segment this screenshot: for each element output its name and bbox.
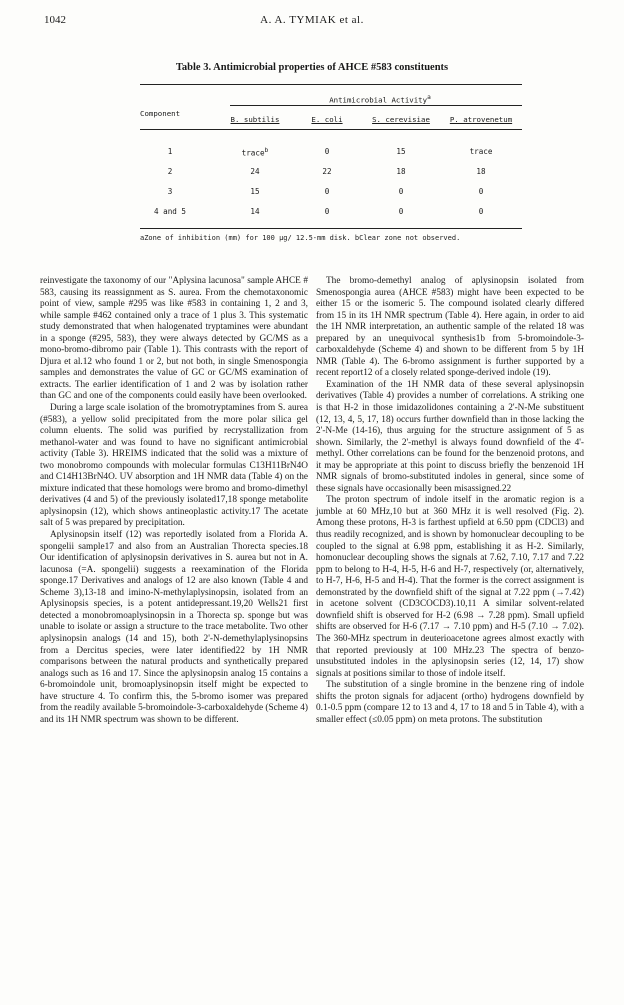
table-footnote: aZone of inhibition (mm) for 100 µg/ 12.5-mm disk. bClear zone not observed. [140, 234, 461, 242]
component-cell: 3 [167, 187, 173, 196]
component-cell: 1 [167, 147, 173, 156]
right-column [316, 276, 584, 726]
value-cell: 0 [398, 187, 404, 196]
value-cell: 14 [250, 207, 260, 216]
paragraph: During a large scale isolation of the bromotryptamines from S. aurea (#583), a yellow solid precipitated from the more polar silica gel column eluents. The solid was purified by recrystallization from methanol-water and was found to have no significant antimicrobial activity (Table 3). HREIMS indicated that the solid was a mixture of two monobromo compounds with molecular formulas C13H11BrN4O and C14H13BrN4O. UV absorption and 1H NMR data (Table 4) on the mixture indicated that these homologs were bromo and bromo-dimethyl derivatives (4 and 5) of the previously isolated17,18 sponge metabolite aplysinopsin (12), which shows antineoplastic activity.17 The acetate salt of 5 was prepared by precipitation. [40, 403, 308, 529]
value-cell: 0 [478, 207, 484, 216]
value-cell [220, 147, 290, 158]
component-cell: 2 [167, 167, 173, 176]
value-cell: 0 [398, 207, 404, 216]
table-row [140, 202, 522, 222]
paragraph: Aplysinopsin itself (12) was reportedly isolated from a Florida A. spongelii sample17 and also from an Australian Thorecta species.18 Our identification of aplysinopsin derivatives in S. aurea but not in A. lacunosa (=A. spongelii) suggests a reexamination of the Florida sponge.17 Derivatives and analogs of 12 are also known (Table 4 and Scheme 3),13-18 and imino-N-methylaplysinopsin, isolated from an Aplysinopsis species, is a potent antidepressant.19,20 Wells21 first detected a monobromoaplysinopsin in a Thorecta sp. sponge but was unable to isolate or assign a structure to the trace metabolite. Two other aplysinopsin analogs (14 and 15), both 2'-N-demethylaplysinopsins from a Dercitus species, were later identified22 by 1H NMR comparisons between the natural products and synthetically prepared analogs such as 16 and 17. Since the aplysinopsin analog 15 contains a 6-bromoindole unit, bromoaplysinopsin itself might be expected to have structure 4. To confirm this, the 5-bromo isomer was prepared from the readily available 5-bromoindole-3-carboxaldehyde (Scheme 4) and its 1H NMR spectrum was shown to be different. [40, 530, 308, 725]
antimicrobial-table [140, 84, 522, 229]
paragraph: Examination of the 1H NMR data of these several aplysinopsin derivatives (Table 4) provides a number of correlations. A striking one is that H-2 in those imidazolidones containing a 2'-N-Me substituent (12, 13, 4, 5, 17, 18) occurs further downfield than in those lacking the 2'-N-Me (14-16), thus arguing for the structure assignment of 5 as shown. Similarly, the 2'-methyl is always found downfield of the 4'-methyl. Other correlations can be found for the benzenoid protons, and it may be appropriate at this point to discuss briefly the benzenoid 1H NMR signals of bromo-substituted indoles in general, since some of these signals have occasionally been misassigned.22 [316, 379, 584, 494]
paragraph: The bromo-demethyl analog of aplysinopsin isolated from Smenospongia aurea (AHCE #583) might have been expected to be either 15 or the isomeric 5. The compound isolated clearly differed from 15 in its 1H NMR spectrum (Table 4). Here again, in order to aid the 1H NMR interpretation, an authentic sample of the related 18 was prepared by an unequivocal synthesis1b from 5-bromoindole-3-carboxaldehyde (Scheme 4) and shown to be different from 5 by 1H NMR (Table 4). The 6-bromo assignment is further supported by a recent report12 of a closely related sponge-derived indole (19). [316, 276, 584, 379]
table-caption: Table 3. Antimicrobial properties of AHCE #583 constituents [175, 62, 449, 73]
value-cell: 0 [478, 187, 484, 196]
left-column [40, 276, 308, 726]
organism-header: P. atrovenetum [449, 115, 513, 124]
value-text: trace [241, 148, 265, 158]
activity-subrule [230, 105, 522, 106]
component-cell: 4 and 5 [153, 207, 186, 216]
table-row [140, 142, 522, 162]
page-header [44, 14, 580, 30]
page-number: 1042 [44, 14, 66, 26]
table-row [140, 182, 522, 202]
activity-header-text: Antimicrobial Activity [329, 95, 428, 105]
table-header [140, 85, 522, 129]
paragraph: reinvestigate the taxonomy of our "Aplysina lacunosa" sample AHCE # 583, causing its reassignment as S. aurea. From the chemotaxonomic point of view, sample #295 was like #583 in containing 1, 2 and 3, while sample #462 contained only a trace of 1 plus 3. This systematic study demonstrated that when halogenated tryptamines were abundant in a sponge (#295, 583), they were always detected by GC/MS as a mono-bromo-dibromo pair (Table 1). This contrasts with the report of Djura et al.12 who found 1 or 2, but not both, in single Smenospongia samples and demonstrates the value of GC or GC/MS examination of extracts. The earlier identification of 1 and 2 was by isolation rather than GC and one of the components could easily have been overlooked. [40, 276, 308, 402]
value-cell: 0 [324, 207, 330, 216]
value-cell: 24 [250, 167, 260, 176]
table-bottom-rule [140, 228, 522, 229]
value-cell: 18 [476, 167, 486, 176]
running-head: A. A. TYMIAK et al. [260, 14, 364, 26]
organism-header: B. subtilis [230, 115, 280, 124]
paragraph: The proton spectrum of indole itself in the aromatic region is a jumble at 60 MHz,10 but at 360 MHz it is well resolved (Fig. 2). Among these protons, H-3 is farthest upfield at 6.50 ppm (CDCl3) and thus readily recognized, and is shown by homonuclear decoupling to be coupled to the signal at 6.98 ppm, establishing it as H-2. Similarly, homonuclear decoupling shows the signals at 7.62, 7.10, 7.17 and 7.22 ppm to belong to H-4, H-5, H-6 and H-7, respectively (or, alternatively, to H-7, H-6, H-5 and H-4). That the former is the correct assignment is demonstrated by the downfield shift of the signal at 7.22 ppm (→7.42) in acetone solvent (CD3COCD3).10,11 A similar solvent-related downfield shift is observed for H-2 (6.98 → 7.28 ppm). Small upfield shifts are observed for H-6 (7.17 → 7.10 ppm) and H-5 (7.10 → 7.02). The 360-MHz spectrum in deuterioacetone agrees almost exactly with that reported previously at 100 MHz.23 The spectra of benzo-unsubstituted indoles in the aplysinopsin series (12, 14, 17) show signals at positions similar to those of indole itself. [316, 495, 584, 679]
value-cell: 0 [324, 187, 330, 196]
organism-header: S. cerevisiae [372, 115, 430, 124]
component-header: Component [140, 109, 181, 118]
activity-footnote-mark: a [427, 94, 431, 101]
footnote-mark: b [264, 147, 269, 154]
table-row [140, 162, 522, 182]
value-cell: 0 [324, 147, 330, 156]
organism-header: E. coli [311, 115, 343, 124]
value-cell: 15 [250, 187, 260, 196]
activity-header [260, 94, 500, 104]
value-cell: 18 [396, 167, 406, 176]
value-cell: 15 [396, 147, 406, 156]
value-cell: 22 [322, 167, 332, 176]
value-cell: trace [469, 147, 493, 156]
paragraph: The substitution of a single bromine in the benzene ring of indole shifts the proton signals for adjacent (ortho) hydrogens downfield by 0.1-0.5 ppm (compare 12 to 13 and 4, 17 to 18 and 5 in Table 4), with a smaller effect (≤0.05 ppm) on meta protons. The substitution [316, 680, 584, 725]
